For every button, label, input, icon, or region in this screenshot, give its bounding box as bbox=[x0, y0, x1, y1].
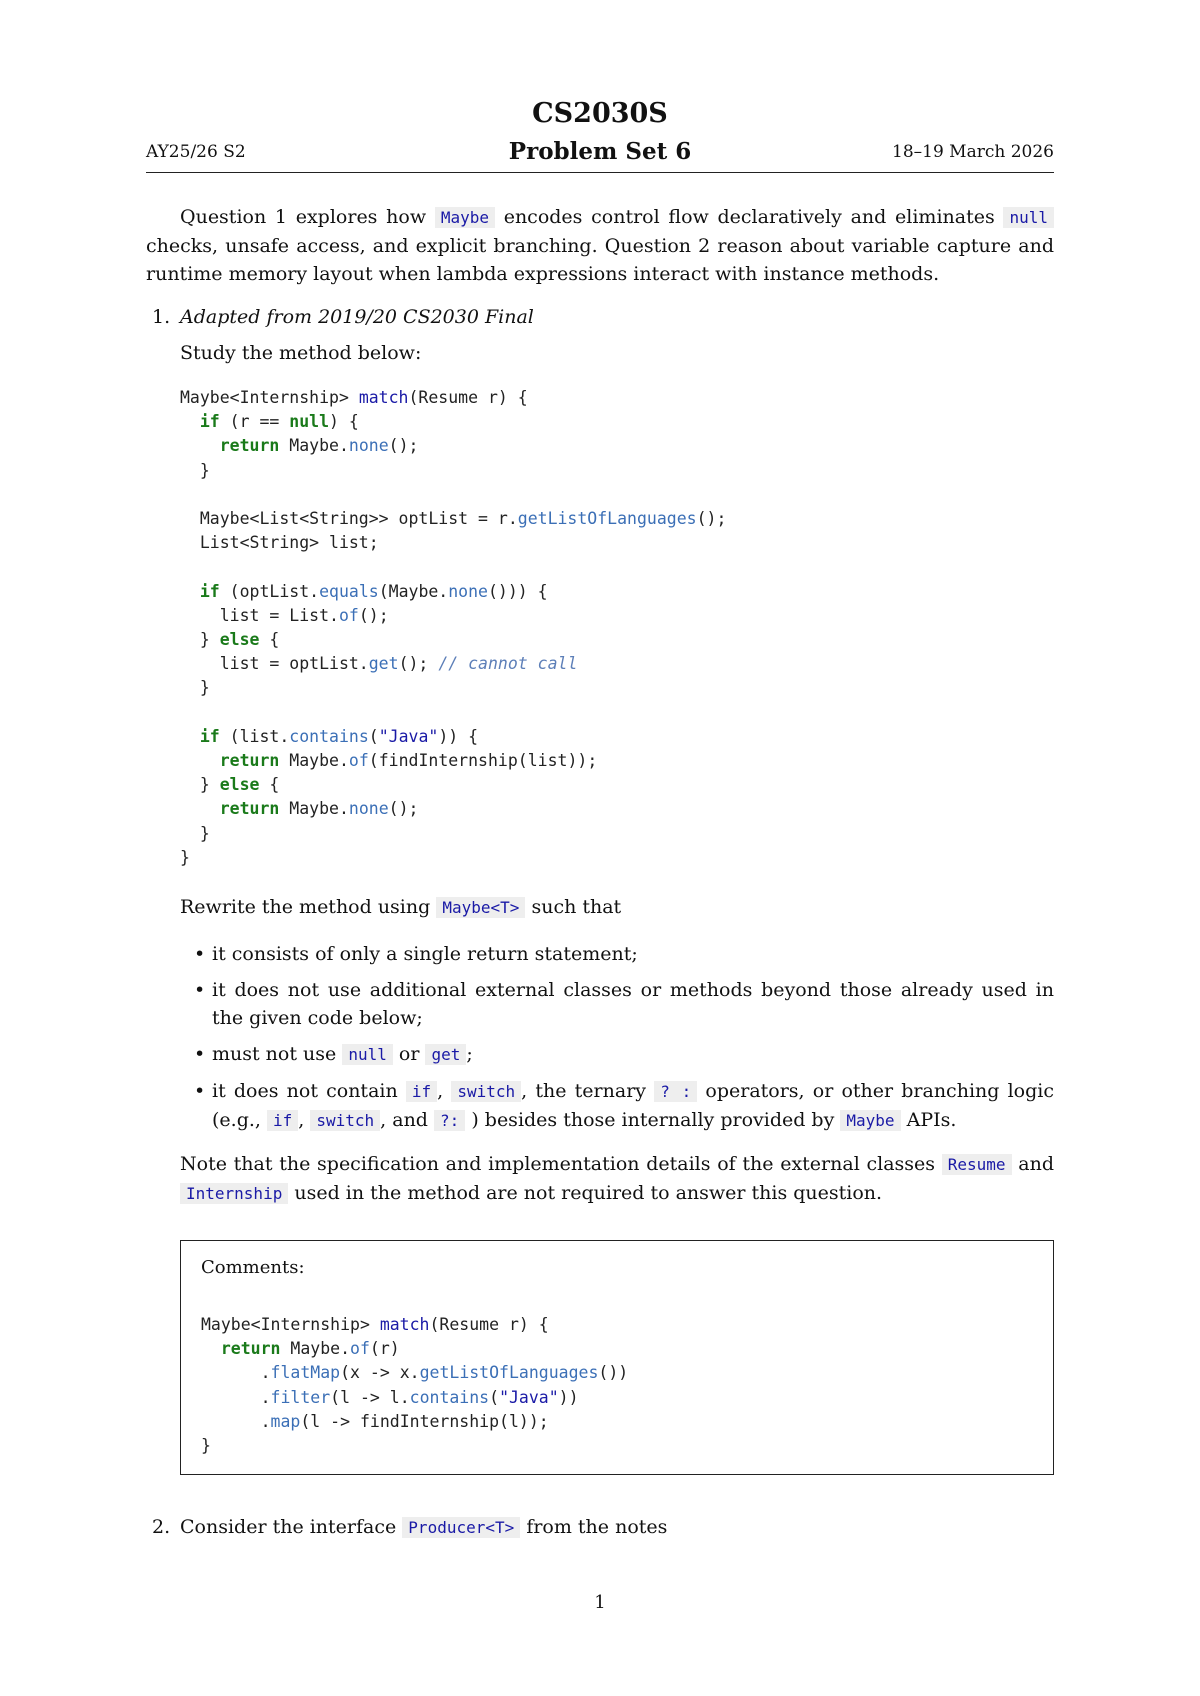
inline-code: if bbox=[406, 1081, 437, 1102]
intro-paragraph: Question 1 explores how Maybe encodes control flow declaratively and eliminates null checks, unsafe access, and explicit branching. Question 2 reason about variable capture and runtime memory layout when lambda expressions interact with instance methods. bbox=[146, 206, 1054, 285]
q1-title: Adapted from 2019/20 CS2030 Final bbox=[180, 306, 534, 328]
inline-code: Internship bbox=[180, 1183, 288, 1204]
rewrite-instruction: Rewrite the method using Maybe<T> such that bbox=[180, 896, 622, 918]
q2-number: 2. bbox=[152, 1516, 171, 1538]
inline-code: Maybe<T> bbox=[436, 897, 525, 918]
comments-label: Comments: bbox=[201, 1257, 305, 1278]
solution-code-block: Maybe<Internship> match(Resume r) { return Maybe.of(r) .flatMap(x -> x.getListOfLanguages()) .filter(l -> l.contains("Java")) .map(l -> findInternship(l)); } bbox=[201, 1315, 629, 1456]
inline-code: if bbox=[267, 1110, 298, 1131]
list-item: • must not use null or get ; bbox=[212, 1040, 1054, 1069]
semester-label: AY25/26 S2 bbox=[146, 142, 246, 162]
q2-text: Consider the interface Producer<T> from the notes bbox=[180, 1516, 668, 1538]
comments-box bbox=[180, 1240, 1054, 1475]
inline-code: ?: bbox=[434, 1110, 465, 1131]
inline-code: null bbox=[342, 1044, 393, 1065]
inline-code: Maybe bbox=[435, 207, 495, 228]
document-title: Problem Set 6 bbox=[508, 138, 692, 165]
inline-code: ? : bbox=[654, 1081, 697, 1102]
page-number: 1 bbox=[594, 1592, 606, 1613]
requirements-list bbox=[212, 940, 1054, 1143]
inline-code: switch bbox=[451, 1081, 521, 1102]
original-code-block: Maybe<Internship> match(Resume r) { if (r == null) { return Maybe.none(); } Maybe<List<String>> optList = r.getListOfLanguages(); List<String> list; if (optList.equals(Maybe.none())) { list = List.of(); } else { list = optList.get(); // cannot call } if (list.contains("Java")) { return Maybe.of(findInternship(list)); } else { return Maybe.none(); } } bbox=[180, 388, 727, 867]
course-code: CS2030S bbox=[532, 98, 668, 129]
date-label: 18–19 March 2026 bbox=[892, 142, 1054, 162]
inline-code: Maybe bbox=[840, 1110, 900, 1131]
list-item: • it consists of only a single return statement; bbox=[212, 940, 1054, 968]
header-rule bbox=[146, 172, 1054, 173]
list-item: • it does not use additional external classes or methods beyond those already used in the given code below; bbox=[212, 976, 1054, 1032]
inline-code: get bbox=[425, 1044, 466, 1065]
note-paragraph: Note that the specification and implementation details of the external classes Resume and Internship used in the method are not required to answer this question. bbox=[180, 1153, 1054, 1204]
q1-number: 1. bbox=[152, 306, 171, 328]
list-item: • it does not contain if , switch , the ternary ? : operators, or other branching logic (e.g., if , switch , and ?: ) besides those internally provided by Maybe APIs. bbox=[212, 1077, 1054, 1135]
inline-code: Resume bbox=[942, 1154, 1012, 1175]
inline-code: switch bbox=[310, 1110, 380, 1131]
inline-code: null bbox=[1003, 207, 1054, 228]
inline-code: Producer<T> bbox=[402, 1517, 520, 1538]
q1-study-text: Study the method below: bbox=[180, 342, 422, 364]
